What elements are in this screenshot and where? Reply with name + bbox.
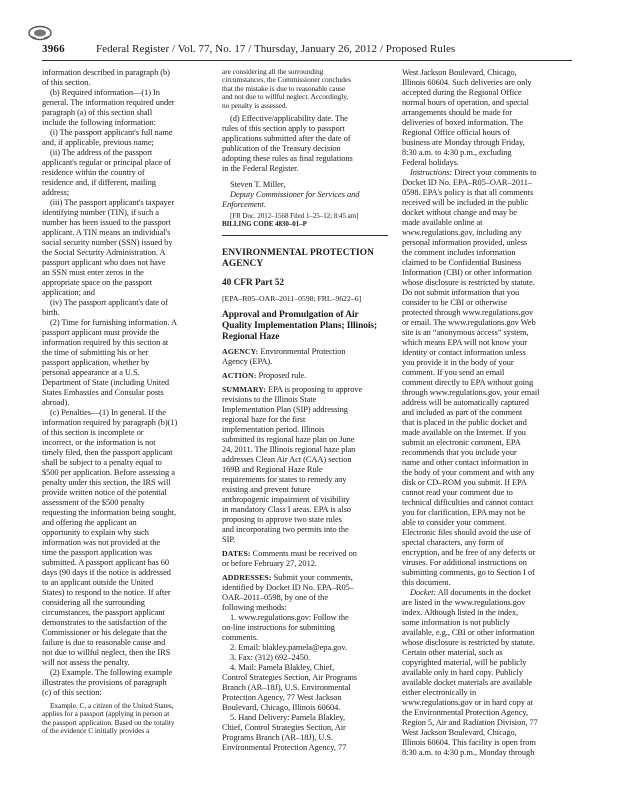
text-line: AGENCY: [222, 258, 264, 269]
text-line: timely filed, then the passport applicant: [42, 448, 173, 457]
text-line: copyrighted material, will be publicly: [402, 658, 527, 667]
labeled-paragraph-block: [222, 347, 388, 367]
text-line: (iv) The passport applicant's date of: [50, 298, 168, 307]
column-1: [42, 68, 208, 796]
text-line: (iii) The passport applicant's taxpayer: [50, 198, 175, 207]
text-line: Example. C, a citizen of the United States,: [50, 702, 174, 710]
text-line: are considering all the surrounding: [222, 68, 324, 76]
text-line: revisions to the Illinois State: [222, 394, 317, 404]
text-line: Docket: All documents in the docket: [410, 588, 531, 597]
text-line: AGENCY: Environmental Protection: [222, 346, 346, 356]
text-line: 2. Email: blakley.pamela@epa.gov.: [230, 642, 348, 652]
paragraph-block: [222, 663, 388, 713]
paragraph-block: [42, 668, 208, 698]
text-line: requesting the information being sought,: [42, 508, 177, 517]
text-line: identified by Docket ID No. EPA–R05–: [222, 582, 354, 592]
agency-stamp-icon: [27, 24, 53, 42]
section-label: Docket:: [410, 588, 437, 597]
paragraph-block: [42, 198, 208, 298]
text-line: Information (CBI) or other information: [402, 268, 532, 277]
text-line: (b) Required information—(1) In: [50, 88, 160, 97]
text-line: 5. Hand Delivery: Pamela Blakley,: [230, 712, 346, 722]
text-line: an SSN must enter zeros in the: [42, 268, 144, 277]
text-line: (ii) The address of the passport: [50, 148, 153, 157]
paragraph-block: [42, 318, 208, 408]
text-line: Region 5, Air and Radiation Division, 77: [402, 718, 538, 727]
text-line: rules of this section apply to passport: [222, 124, 345, 134]
text-line: 1. www.regulations.gov: Follow the: [230, 612, 349, 622]
text-line: 4. Mail: Pamela Blakley, Chief,: [230, 662, 335, 672]
text-line: applies for a passport (applying in person at: [42, 710, 170, 719]
text-line: identifying number (TIN), if such a: [42, 208, 159, 217]
text-line: comments.: [222, 632, 259, 642]
text-line: Boulevard, Chicago, Illinois 60604.: [222, 702, 341, 712]
text-line: comment directly to EPA without going: [402, 378, 534, 387]
text-line: SIP.: [222, 534, 236, 544]
text-line: assessment of the $500 penalty: [42, 498, 145, 507]
text-line: $500 per application. Before assessing a: [42, 468, 175, 477]
text-line: Chief, Control Strategies Section, Air: [222, 722, 346, 732]
text-line: ADDRESSES: Submit your comments,: [222, 572, 353, 582]
agency-heading-block: [222, 248, 388, 270]
text-line: submit an electronic comment, EPA: [402, 438, 521, 447]
text-line: (c) of this section:: [42, 688, 102, 697]
text-line: Branch (AR–18J), U.S. Environmental: [222, 682, 351, 692]
labeled-paragraph-block: [222, 385, 388, 545]
text-line: consider to be CBI or otherwise: [402, 298, 508, 307]
text-line: www.regulations.gov or in hard copy at: [402, 698, 533, 707]
text-line: considering all the surrounding: [42, 598, 145, 607]
text-line: that is placed in the public docket and: [402, 418, 527, 427]
text-line: Deputy Commissioner for Services and: [230, 190, 360, 200]
paragraph-block: [222, 653, 388, 663]
text-line: Implementation Plan (SIP) addressing: [222, 404, 348, 414]
paragraph-continued-block: [42, 68, 208, 88]
text-line: Programs Branch (AR–18J), U.S.: [222, 732, 334, 742]
text-line: 0598. EPA's policy is that all comments: [402, 188, 534, 197]
text-line: the body of your comment and with any: [402, 468, 535, 477]
text-line: and offering the applicant an: [42, 518, 137, 527]
text-line: or email. The www.regulations.gov Web: [402, 318, 536, 327]
text-line: 24, 2011. The Illinois regional haze plan: [222, 444, 356, 454]
paragraph-block: [222, 613, 388, 643]
text-line: incorrect, or the information is not: [42, 438, 156, 447]
labeled-paragraph-block: [222, 573, 388, 613]
section-label: ADDRESSES:: [222, 572, 272, 582]
docket-number-block: [222, 294, 388, 304]
text-line: received will be included in the public: [402, 198, 529, 207]
text-line: 8:30 a.m. to 4:30 p.m., Monday through: [402, 748, 535, 757]
text-line: Electronic files should avoid the use of: [402, 528, 531, 537]
text-line: and incorporating two permits into the: [222, 524, 349, 534]
text-line: following methods:: [222, 602, 287, 612]
text-line: addresses Clean Air Act (CAA) section: [222, 454, 352, 464]
text-line: appropriate space on the passport: [42, 278, 152, 287]
text-line: States) to respond to the notice. If after: [42, 588, 171, 597]
text-line: technical difficulties and cannot contact: [402, 498, 534, 507]
text-line: (i) The passport applicant's full name: [50, 128, 173, 137]
column-2: [222, 68, 388, 796]
text-line: abroad).: [42, 398, 70, 407]
text-line: Regional Haze: [222, 331, 280, 342]
text-line: to an applicant outside the United: [42, 578, 154, 587]
text-line: name and other contact information in: [402, 458, 529, 467]
text-line: residence within the country of: [42, 168, 145, 177]
text-line: in mandatory Class I areas. EPA is also: [222, 504, 351, 514]
text-line: Docket ID No. EPA–R05–OAR–2011–: [402, 178, 532, 187]
example-block: [42, 702, 208, 736]
section-label: AGENCY:: [222, 346, 259, 356]
text-line: this document.: [402, 578, 451, 587]
text-line: available, e.g., CBI or other information: [402, 628, 535, 637]
header-rule: [42, 60, 572, 61]
section-label: Instructions:: [410, 168, 453, 177]
text-line: passport applicant who does not have: [42, 258, 166, 267]
text-line: will not assess the penalty.: [42, 658, 130, 667]
text-line: [FR Doc. 2012–1568 Filed 1–25–12; 8:45 am]: [230, 212, 359, 221]
rule-title-block: [222, 310, 388, 343]
text-line: application; and: [42, 288, 95, 297]
text-line: whose disclosure is restricted by statute.: [402, 638, 535, 647]
text-line: include the following information:: [42, 118, 156, 127]
text-line: in the Federal Register.: [222, 164, 299, 174]
text-line: claimed to be Confidential Business: [402, 258, 522, 267]
text-line: Steven T. Miller,: [230, 180, 286, 190]
text-line: of the evidence C initially provides a: [42, 727, 150, 736]
text-line: deliveries of boxed information. The: [402, 118, 524, 127]
text-line: DATES: Comments must be received on: [222, 548, 357, 558]
fr-doc-line-block: [222, 212, 388, 220]
text-line: encryption, and be free of any defects or: [402, 548, 536, 557]
text-line: requirements for states to remedy any: [222, 474, 347, 484]
paragraph-block: [222, 114, 388, 174]
text-line: demonstrates to the satisfaction of the: [42, 618, 167, 627]
paragraph-block: [42, 148, 208, 198]
running-title: Federal Register / Vol. 77, No. 17 / Thursday, January 26, 2012 / Proposed Rules: [96, 43, 456, 55]
signature-name-block: [222, 180, 388, 190]
text-line: general. The information required under: [42, 98, 175, 107]
text-line: days (90 days if the notice is addressed: [42, 568, 171, 577]
text-line: SUMMARY: EPA is proposing to approve: [222, 384, 363, 394]
text-line: you provide it in the body of your: [402, 358, 514, 367]
text-line: and, if applicable, previous name;: [42, 138, 154, 147]
text-line: that the mistake is due to reasonable cause: [222, 84, 346, 93]
text-line: submitting comments, go to Section I of: [402, 568, 535, 577]
text-line: personal appearance at a U.S.: [42, 368, 140, 377]
text-line: anthropogenic impairment of visibility: [222, 494, 350, 504]
text-line: identity or contact information unless: [402, 348, 526, 357]
text-line: accepted during the Regional Office: [402, 88, 522, 97]
text-line: and included as part of the comment: [402, 408, 523, 417]
text-line: the passport application. Based on the totality: [42, 718, 175, 727]
text-line: arrangements should be made for: [402, 108, 513, 117]
text-line: whose disclosure is restricted by statute.: [402, 278, 535, 287]
section-label: DATES:: [222, 548, 251, 558]
column-3: [402, 68, 572, 796]
text-line: Federal holidays.: [402, 158, 459, 167]
text-line: social security number (SSN) issued by: [42, 238, 173, 247]
paragraph-block: [42, 408, 208, 668]
text-line: 3. Fax: (312) 692–2450.: [230, 652, 311, 662]
section-label: ACTION:: [222, 370, 257, 380]
text-line: address;: [42, 188, 70, 197]
text-line: Certain other material, such as: [402, 648, 503, 657]
text-line: Illinois 60604. Such deliveries are only: [402, 78, 532, 87]
text-line: failure is due to reasonable cause and: [42, 638, 166, 647]
text-line: number has been issued to the passport: [42, 218, 171, 227]
text-line: passport application, whether by: [42, 358, 150, 367]
text-line: www.regulations.gov, including any: [402, 228, 522, 237]
text-line: shall be subject to a penalty equal to: [42, 458, 162, 467]
text-line: Instructions: Direct your comments to: [410, 168, 537, 177]
text-line: ENVIRONMENTAL PROTECTION: [222, 247, 374, 258]
text-line: (c) Penalties—(1) In general. If the: [50, 408, 166, 417]
text-line: information required by this section at: [42, 338, 169, 347]
labeled-paragraph-block: [222, 549, 388, 569]
text-line: applicant. A TIN means an individual's: [42, 228, 171, 237]
text-line: which means EPA will not know your: [402, 338, 528, 347]
text-line: the Social Security Administration. A: [42, 248, 166, 257]
text-line: 169B and Regional Haze Rule: [222, 464, 323, 474]
text-line: available docket materials are available: [402, 678, 533, 687]
text-line: comment. If you send an email: [402, 368, 505, 377]
text-line: proposing to approve two state rules: [222, 514, 342, 524]
text-line: [EPA–R05–OAR–2011–0598; FRL–9622–6]: [222, 293, 362, 303]
text-line: Quality Implementation Plans; Illinois;: [222, 320, 378, 331]
text-line: 40 CFR Part 52: [222, 277, 285, 288]
text-line: Regional Office official hours of: [402, 128, 510, 137]
text-line: information described in paragraph (b): [42, 68, 170, 77]
text-line: ACTION: Proposed rule.: [222, 370, 307, 380]
text-line: able to consider your comment.: [402, 518, 507, 527]
text-line: illustrates the provisions of paragraph: [42, 678, 167, 687]
divider-block: [222, 235, 388, 236]
text-line: some information is not publicly: [402, 618, 510, 627]
text-line: cannot read your comment due to: [402, 488, 513, 497]
text-line: Department of State (including United: [42, 378, 169, 387]
text-line: of this section is incomplete or: [42, 428, 144, 437]
text-line: (2) Time for furnishing information. A: [50, 318, 177, 327]
section-label: SUMMARY:: [222, 384, 266, 394]
page-number: 3966: [42, 43, 65, 55]
text-line: on-line instructions for submitting: [222, 622, 335, 632]
text-line: applications submitted after the date of: [222, 134, 351, 144]
paragraph-block: [222, 643, 388, 653]
text-line: submitted. A passport applicant has 60: [42, 558, 169, 567]
text-line: or before February 27, 2012.: [222, 558, 317, 568]
lead-paragraph-block: [402, 168, 572, 588]
text-line: address will be automatically captured: [402, 398, 529, 407]
text-line: either electronically in: [402, 688, 477, 697]
text-line: no penalty is assessed.: [222, 101, 288, 110]
text-line: the comment includes information: [402, 248, 516, 257]
text-line: docket without change and may be: [402, 208, 517, 217]
text-line: Do not submit information that you: [402, 288, 520, 297]
text-line: disk or CD–ROM you submit. If EPA: [402, 478, 527, 487]
text-line: made available online at: [402, 218, 483, 227]
text-line: BILLING CODE 4830–01–P: [222, 220, 307, 229]
text-line: information required by paragraph (b)(1): [42, 418, 178, 427]
text-line: regional haze for the first: [222, 414, 306, 424]
text-line: West Jackson Boulevard, Chicago,: [402, 68, 517, 77]
text-line: publication of the Treasury decision: [222, 144, 341, 154]
text-line: circumstances, the Commissioner concludes: [222, 76, 351, 85]
lead-paragraph-block: [402, 588, 572, 758]
text-line: Environmental Protection Agency, 77: [222, 742, 347, 752]
text-line: special characters, any form of: [402, 538, 504, 547]
text-line: available only in hard copy. Publicly: [402, 668, 523, 677]
paragraph-block: [42, 128, 208, 148]
text-line: Approval and Promulgation of Air: [222, 309, 359, 320]
text-line: provide written notice of the potential: [42, 488, 167, 497]
text-line: Agency (EPA).: [222, 356, 273, 366]
text-line: existing and prevent future: [222, 484, 311, 494]
example-continued-block: [222, 68, 388, 110]
text-line: Illinois 60604. This facility is open from: [402, 738, 536, 747]
text-line: passport applicant must provide the: [42, 328, 160, 337]
labeled-paragraph-block: [222, 371, 388, 381]
text-line: 8:30 a.m. to 4:30 p.m., excluding: [402, 148, 512, 157]
paragraph-block: [222, 713, 388, 753]
text-line: information was not provided at the: [42, 538, 161, 547]
paragraph-block: [42, 298, 208, 318]
text-line: you for clarification, EPA may not be: [402, 508, 526, 517]
text-line: the Environmental Protection Agency,: [402, 708, 529, 717]
text-line: OAR–2011–0598, by one of the: [222, 592, 328, 602]
text-line: time the passport application was: [42, 548, 152, 557]
text-line: West Jackson Boulevard, Chicago,: [402, 728, 517, 737]
text-line: adopting these rules as final regulations: [222, 154, 353, 164]
text-line: (d) Effective/applicability date. The: [230, 114, 348, 124]
text-line: viruses. For additional instructions on: [402, 558, 527, 567]
text-line: business are Monday through Friday,: [402, 138, 525, 147]
text-line: Protection Agency, 77 West Jackson: [222, 692, 342, 702]
text-line: (2) Example. The following example: [50, 668, 173, 677]
text-line: the time of submitting his or her: [42, 348, 149, 357]
text-line: circumstances, the passport applicant: [42, 608, 165, 617]
text-line: normal hours of operation, and special: [402, 98, 529, 107]
text-line: paragraph (a) of this section shall: [42, 108, 153, 117]
text-line: Commissioner or his delegate that the: [42, 628, 167, 637]
text-line: Control Strategies Section, Air Programs: [222, 672, 358, 682]
text-line: made available on the Internet. If you: [402, 428, 526, 437]
paragraph-block: [42, 88, 208, 128]
text-line: applicant's regular or principal place of: [42, 158, 171, 167]
text-line: States Embassies and Consular posts: [42, 388, 164, 397]
text-line: through www.regulations.gov, your email: [402, 388, 540, 397]
text-line: penalty under this section, the IRS will: [42, 478, 171, 487]
text-line: not due to willful neglect, then the IRS: [42, 648, 171, 657]
text-line: opportunity to explain why such: [42, 528, 149, 537]
text-line: implementation period. Illinois: [222, 424, 325, 434]
text-line: recommends that you include your: [402, 448, 517, 457]
text-line: Enforcement.: [222, 200, 266, 210]
text-line: and not due to willful neglect. Accordingly,: [222, 93, 349, 102]
text-line: site is an “anonymous access” system,: [402, 328, 529, 337]
signature-title-block: [222, 190, 388, 210]
text-line: protected through www.regulations.gov: [402, 308, 534, 317]
text-line: submitted its regional haze plan on June: [222, 434, 355, 444]
text-line: index. Although listed in the index,: [402, 608, 519, 617]
billing-code-block: [222, 220, 388, 228]
text-line: residence and, if different, mailing: [42, 178, 156, 187]
text-line: personal information provided, unless: [402, 238, 528, 247]
paragraph-continued-block: [402, 68, 572, 168]
text-line: are listed in the www.regulations.gov: [402, 598, 526, 607]
cfr-part-block: [222, 278, 388, 289]
text-line: birth.: [42, 308, 60, 317]
text-line: of this section.: [42, 78, 91, 87]
